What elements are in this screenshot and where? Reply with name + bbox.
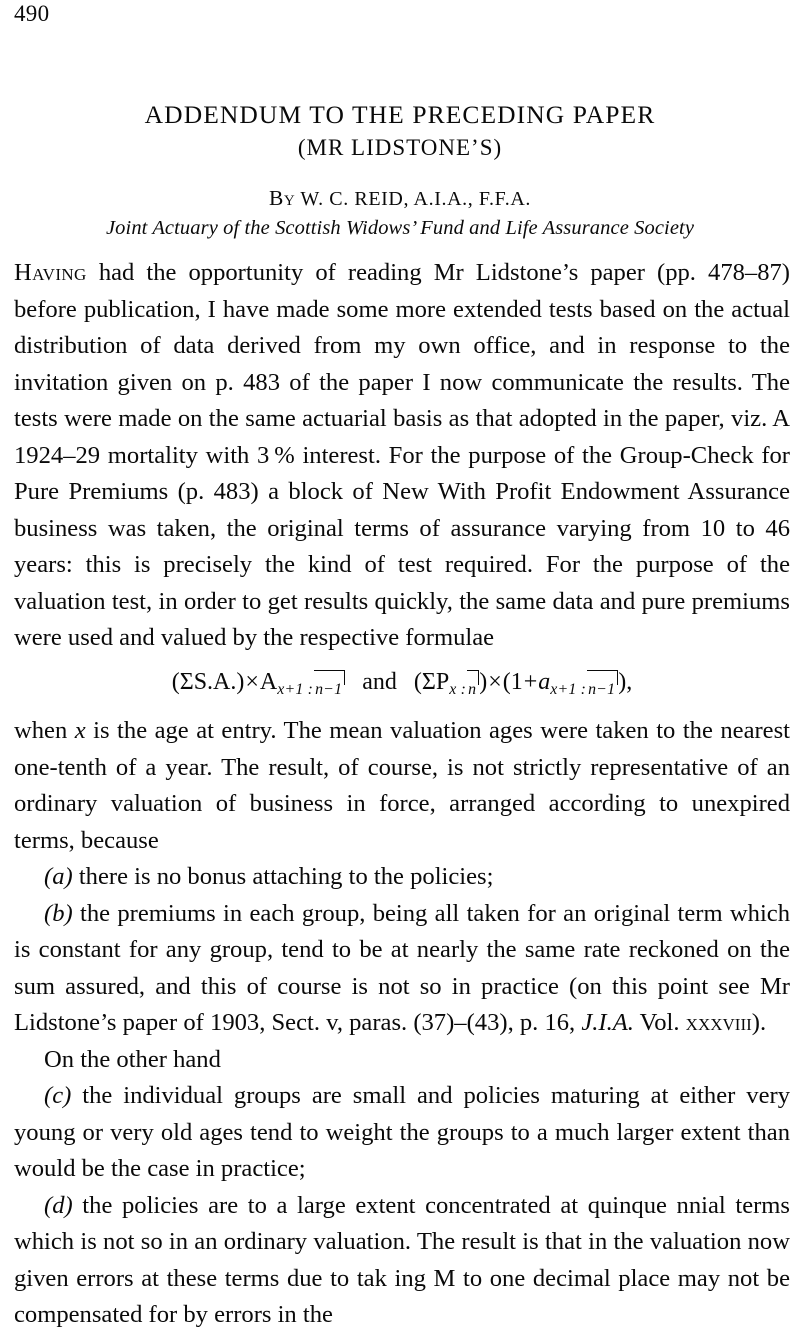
paragraph-lead-smallcaps: Having xyxy=(14,259,87,286)
volume-roman-numeral: xxxviii xyxy=(685,1009,752,1037)
paragraph-after-formula-before: when xyxy=(14,717,75,745)
list-item-a-text: there is no bonus attaching to the policies; xyxy=(72,863,494,891)
page-folio-number: 490 xyxy=(14,1,50,26)
formula-times-operator-1: × xyxy=(245,668,259,695)
formula-A-subscript xyxy=(277,681,345,698)
formula-symbol-a: a xyxy=(538,668,551,695)
formula-plus-operator: + xyxy=(523,668,538,695)
formula-a-subscript xyxy=(550,681,618,698)
list-item-a-letter: (a) xyxy=(44,863,73,891)
variable-x: x xyxy=(74,717,86,745)
body-text xyxy=(14,255,790,1334)
paragraph-opening xyxy=(14,255,790,657)
author-name: W. C. REID, A.I.A., F.F.A. xyxy=(300,188,531,211)
formula-a-subscript-age: x+1 : xyxy=(550,681,587,699)
formula-times-operator-2: × xyxy=(488,668,502,695)
list-item-b-text-part1: the premiums in each group, being all taken for an original term which is constant for any group, tend to be at nearly the same rate reckoned on the sum assured, and this of course is not so in practice (on this point see Mr Lidstone’s paper of 1903, Sect. v, paras. (37)–(43), p. 16, xyxy=(14,899,790,1037)
list-item-b-text-part3: ). xyxy=(751,1009,767,1037)
formula-P-subscript xyxy=(449,681,479,698)
formula-symbol-A: A xyxy=(259,668,278,695)
list-item-b xyxy=(14,896,790,1042)
paragraph-after-formula-after: is the age at entry. The mean valuation ages were taken to the nearest one-tenth of a year. The result, of course, is not strictly representative of an ordinary valuation of business in force, arranged according to unexpired terms, because xyxy=(14,717,790,854)
list-item-d-text: the policies are to a large extent concentrated at quinque nnial terms which is not so in an ordinary valuation. The result is that in the valuation now given errors at these terms due to tak ing M to one decimal place may not be compensated for by errors in the xyxy=(14,1191,790,1329)
formula-close-paren: ), xyxy=(618,668,633,695)
formula-A-annuity-term: n−1 xyxy=(314,670,345,709)
list-item-b-text-part2: Vol. xyxy=(633,1009,686,1037)
display-formula xyxy=(14,663,790,710)
formula-one: 1 xyxy=(510,668,523,695)
list-item-b-letter: (b) xyxy=(44,899,73,927)
list-item-c-letter: (c) xyxy=(44,1082,72,1110)
journal-abbreviation: J.I.A. xyxy=(581,1009,634,1037)
page-title: ADDENDUM TO THE PRECEDING PAPER xyxy=(144,100,656,129)
list-item-a xyxy=(14,859,790,896)
page-subtitle: (MR LIDSTONE’S) xyxy=(297,135,503,161)
byline-by-word: By xyxy=(268,186,296,211)
author-byline xyxy=(0,186,800,211)
list-item-d xyxy=(14,1188,790,1334)
formula-A-subscript-age: x+1 : xyxy=(277,681,314,699)
formula-rhs-close-paren: ) xyxy=(479,668,488,695)
formula-conjunction: and xyxy=(362,668,397,695)
formula-open-paren: ( xyxy=(502,668,511,695)
list-item-d-letter: (d) xyxy=(44,1191,73,1219)
formula-P-subscript-age: x : xyxy=(449,681,467,699)
list-item-c xyxy=(14,1078,790,1188)
title-block xyxy=(0,98,800,240)
formula-sum-sum-assured: (ΣS.A.) xyxy=(171,668,245,695)
paragraph-opening-text: had the opportunity of reading Mr Lidstone’s paper (pp. 478–87) before publication, I have made some more extended tests based on the actual distribution of data derived from my own office, and in response to the invitation given on p. 483 of the paper I now communicate the results. The tests were made on the same actuarial basis as that adopted in the paper, viz. A 1924–29 mortality with 3 % interest. For the purpose of the Group-Check for Pure Premiums (p. 483) a block of New With Profit Endowment Assurance business was taken, the original terms of assurance varying from 10 to 46 years: this is precisely the kind of test required. For the purpose of the valuation test, in order to get results quickly, the same data and pure premiums were used and valued by the respective formulae xyxy=(14,259,790,651)
paragraph-after-formula xyxy=(14,713,790,859)
formula-a-annuity-term: n−1 xyxy=(587,670,618,709)
author-affiliation: Joint Actuary of the Scottish Widows’ Fund and Life Assurance Society xyxy=(105,217,695,240)
formula-sum-premiums: (ΣP xyxy=(413,668,450,695)
paragraph-on-the-other-hand: On the other hand xyxy=(44,1045,221,1073)
formula-P-annuity-term: n xyxy=(467,670,479,709)
list-item-c-text: the individual groups are small and policies maturing at either very young or very old ages tend to weight the groups to a much larger extent than would be the case in practice; xyxy=(14,1082,790,1183)
